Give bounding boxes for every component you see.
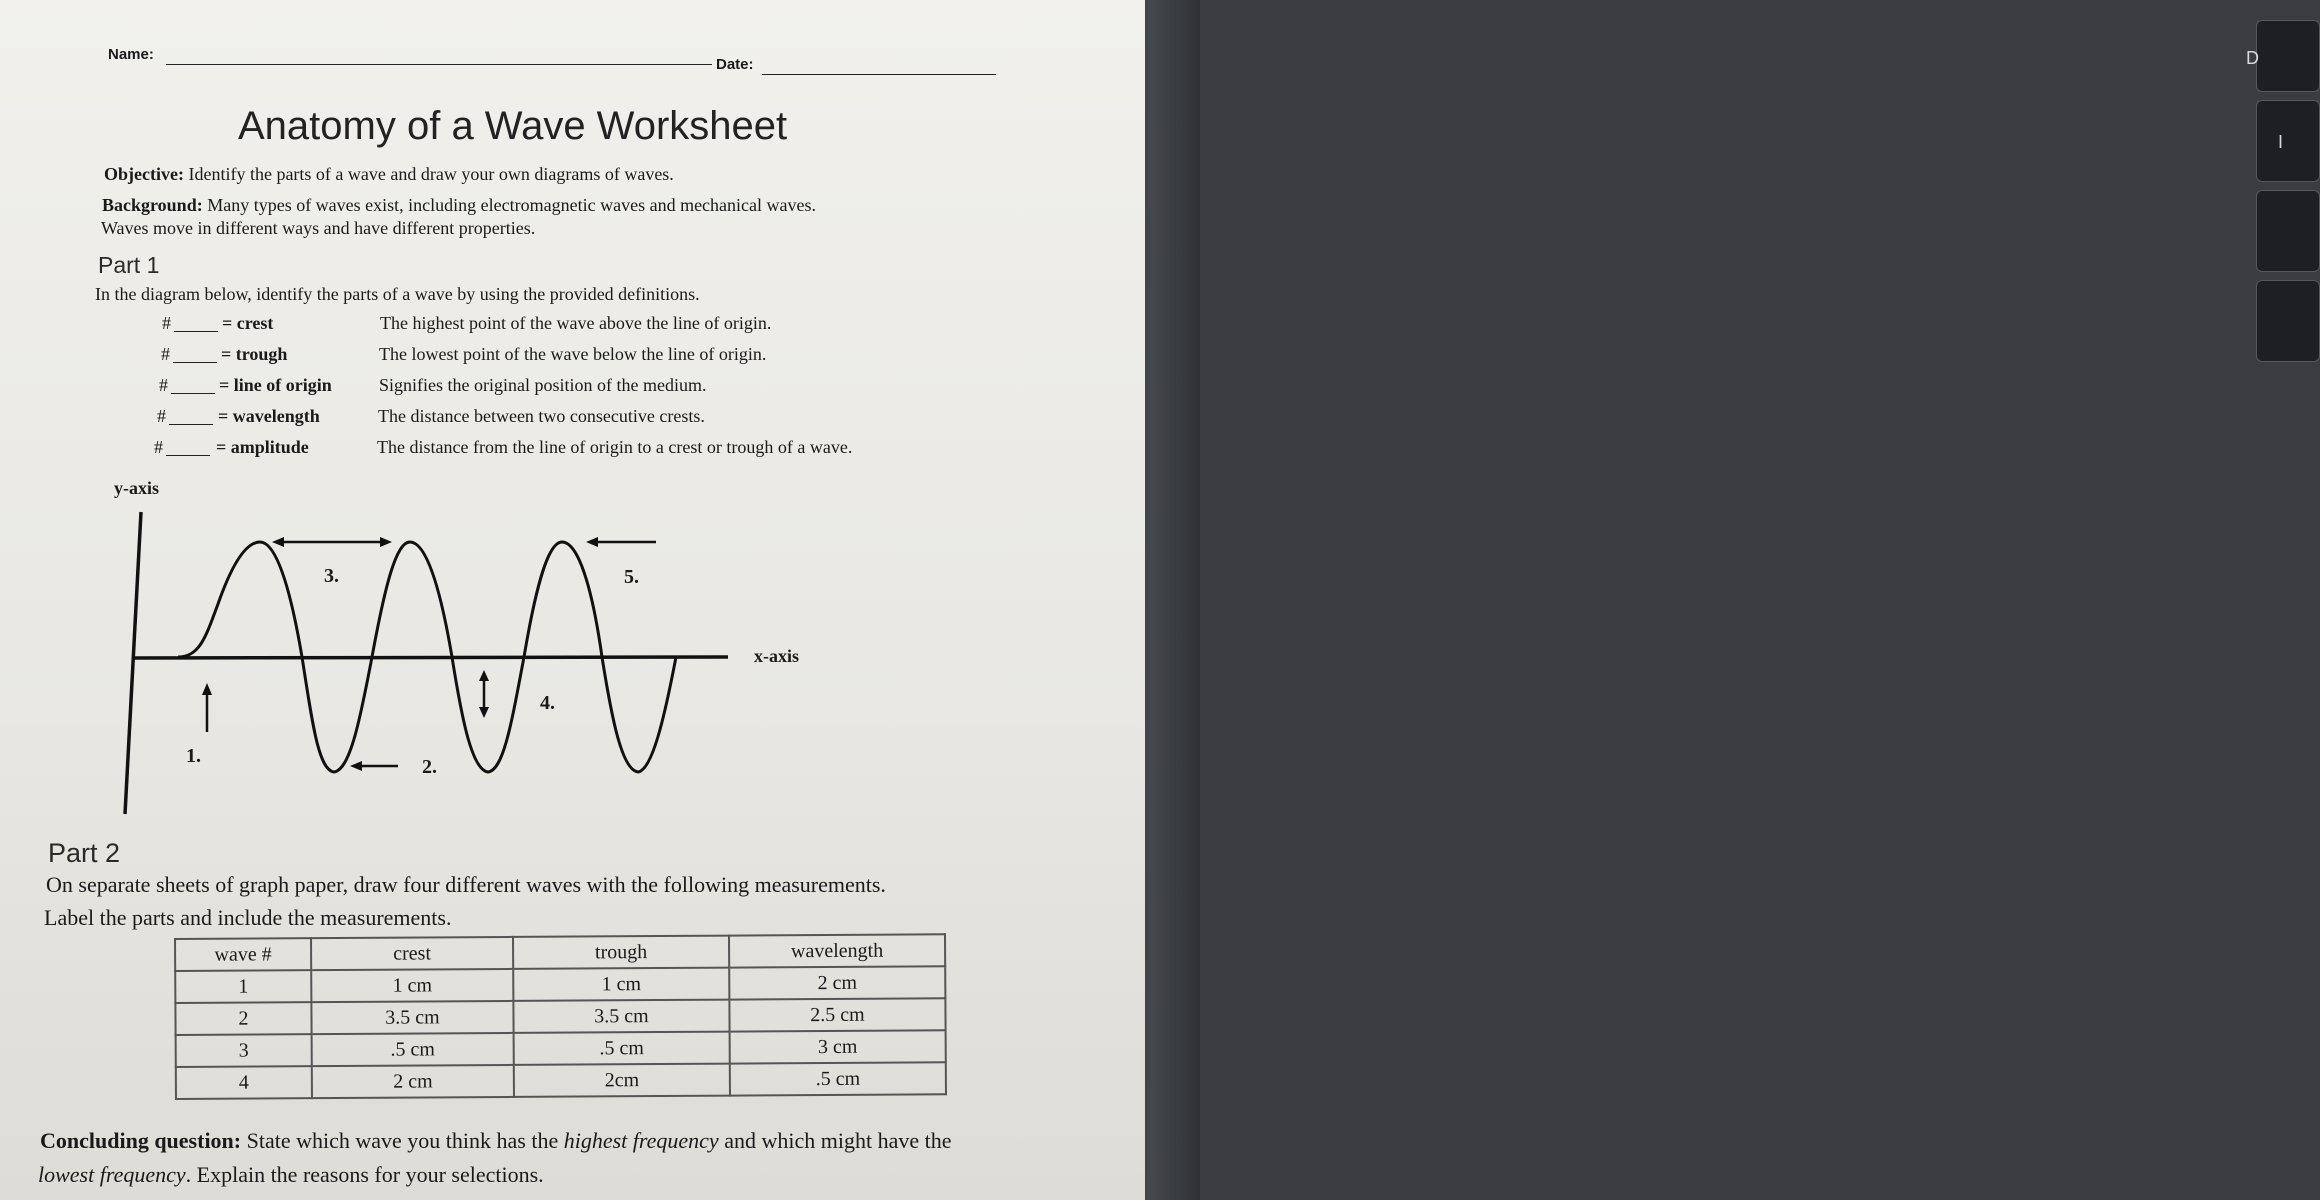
diagram-label-4: 4. — [540, 692, 555, 714]
keyboard-key — [2256, 190, 2320, 272]
wave-diagram — [0, 0, 1145, 830]
table-cell: 3 cm — [730, 1030, 946, 1063]
part1-heading: Part 1 — [98, 252, 160, 278]
table-cell: 2 — [175, 1002, 311, 1035]
arrow-head — [479, 670, 489, 681]
term-line-of-origin: = line of origin — [219, 375, 332, 395]
diagram-label-2: 2. — [422, 756, 437, 778]
table-cell: 1 — [175, 970, 311, 1003]
keyboard-key — [2256, 20, 2320, 92]
table-cell: 3 — [176, 1034, 312, 1067]
definition-trough: The lowest point of the wave below the line of origin. — [379, 344, 767, 364]
worksheet-page — [0, 0, 1145, 1200]
column-header: trough — [513, 936, 729, 969]
term-crest: = crest — [222, 313, 274, 333]
table-cell: 3.5 cm — [311, 1001, 513, 1034]
table-cell: 2.5 cm — [729, 998, 945, 1031]
arrow-head — [202, 683, 212, 695]
part2-instructions-continued: Label the parts and include the measurements. — [44, 905, 452, 930]
term-number: # — [154, 437, 163, 457]
objective-label: Objective: — [104, 164, 184, 184]
table-cell: 2 cm — [312, 1065, 514, 1098]
term-amplitude: = amplitude — [216, 437, 309, 457]
date-label: Date: — [716, 56, 754, 73]
concluding-emphasis: highest frequency — [563, 1128, 719, 1153]
background-text: Many types of waves exist, including electromagnetic waves and mechanical waves. — [207, 195, 816, 215]
y-axis-label: y-axis — [114, 478, 159, 498]
part2-heading: Part 2 — [48, 838, 121, 868]
diagram-label-3: 3. — [324, 565, 339, 587]
keyboard-key — [2256, 100, 2320, 182]
table-cell: 1 cm — [513, 968, 729, 1001]
concluding-question-continued — [38, 1162, 544, 1188]
table-cell: .5 cm — [312, 1033, 514, 1066]
term-number: # — [162, 313, 171, 333]
term-trough: = trough — [221, 344, 288, 364]
table-row — [175, 966, 945, 1003]
keyboard-key — [2256, 280, 2320, 362]
table-row — [176, 1030, 946, 1067]
term-number: # — [161, 344, 170, 364]
definition-amplitude: The distance from the line of origin to a crest or trough of a wave. — [377, 437, 853, 457]
column-header: wavelength — [729, 934, 945, 967]
table-header-row — [175, 934, 945, 971]
arrow-head — [350, 761, 362, 771]
table-row — [175, 998, 945, 1035]
measurements-table — [174, 933, 947, 1100]
concluding-question — [40, 1128, 951, 1154]
line-of-origin — [134, 657, 728, 658]
arrow-head — [272, 537, 284, 547]
definition-wavelength: The distance between two consecutive crests. — [378, 406, 705, 426]
table-row — [176, 1062, 946, 1099]
term-number: # — [159, 375, 168, 395]
part2-instructions: On separate sheets of graph paper, draw four different waves with the following measurements. — [46, 872, 886, 897]
definition-line-of-origin: Signifies the original position of the medium. — [379, 375, 707, 395]
table-cell: 2cm — [514, 1064, 730, 1097]
part1-instructions: In the diagram below, identify the parts of a wave by using the provided definitions. — [95, 284, 700, 304]
term-number: # — [157, 406, 166, 426]
background-label: Background: — [102, 195, 203, 215]
table-cell: 4 — [176, 1066, 312, 1099]
key-glyph: D — [2246, 48, 2259, 68]
objective-text: Identify the parts of a wave and draw your own diagrams of waves. — [188, 164, 674, 184]
x-axis-label: x-axis — [754, 646, 799, 666]
table-cell: 3.5 cm — [513, 1000, 729, 1033]
table-cell: 1 cm — [311, 969, 513, 1002]
concluding-text: and which might have the — [724, 1128, 952, 1153]
arrow-head — [479, 707, 489, 718]
diagram-label-1: 1. — [186, 745, 201, 767]
term-wavelength: = wavelength — [218, 406, 320, 426]
name-label: Name: — [108, 46, 154, 63]
concluding-text: . Explain the reasons for your selections. — [185, 1162, 544, 1187]
definition-crest: The highest point of the wave above the line of origin. — [380, 313, 772, 333]
table-cell: .5 cm — [514, 1032, 730, 1065]
arrow-head — [586, 537, 598, 547]
concluding-label: Concluding question: — [40, 1128, 242, 1153]
background-text-continued: Waves move in different ways and have different properties. — [101, 218, 536, 238]
arrow-head — [380, 537, 392, 547]
column-header: crest — [311, 937, 513, 970]
concluding-text: State which wave you think has the — [246, 1128, 559, 1153]
page-title: Anatomy of a Wave Worksheet — [238, 104, 788, 148]
table-cell: .5 cm — [730, 1062, 946, 1095]
table-cell: 2 cm — [729, 966, 945, 999]
column-header: wave # — [175, 938, 311, 971]
key-glyph: I — [2278, 132, 2284, 152]
diagram-label-5: 5. — [624, 566, 639, 588]
concluding-emphasis: lowest frequency — [38, 1162, 186, 1187]
y-axis-line — [125, 512, 141, 814]
